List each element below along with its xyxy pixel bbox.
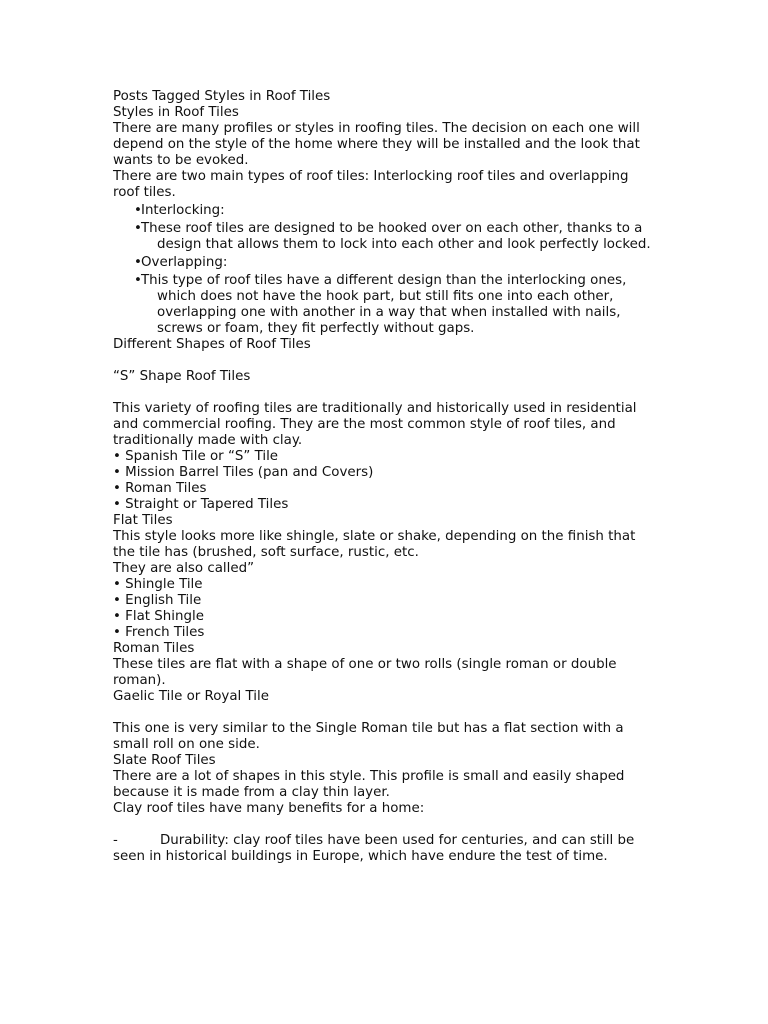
section-heading-gaelic: Gaelic Tile or Royal Tile	[113, 689, 269, 704]
list-item: • Mission Barrel Tiles (pan and Covers)	[113, 465, 374, 480]
roman-paragraph: These tiles are flat with a shape of one or two rolls (single roman or double roman).	[113, 657, 617, 688]
list-item-text: Durability: clay roof tiles have been used for centuries, and can still be seen in historical buildings in Europe, which have endure the test of time.	[113, 833, 635, 864]
bullet-icon: •	[134, 203, 142, 218]
bullet-icon: •	[134, 273, 142, 288]
list-item	[134, 203, 658, 219]
list-item: • Flat Shingle	[113, 609, 204, 624]
section-heading-styles: Styles in Roof Tiles	[113, 105, 239, 120]
benefits-intro: Clay roof tiles have many benefits for a home:	[113, 801, 425, 816]
intro-paragraph-2: There are two main types of roof tiles: Interlocking roof tiles and overlapping roof tiles.	[113, 169, 629, 200]
list-item: • English Tile	[113, 593, 202, 608]
s-shape-paragraph: This variety of roofing tiles are traditionally and historically used in residential and commercial roofing. They are the most common style of roof tiles, and traditionally made with clay.	[113, 401, 637, 448]
flat-paragraph: This style looks more like shingle, slate or shake, depending on the finish that the tile has (brushed, soft surface, rustic, etc.	[113, 529, 636, 560]
page-title: Posts Tagged Styles in Roof Tiles	[113, 89, 331, 104]
section-heading-shapes: Different Shapes of Roof Tiles	[113, 337, 311, 352]
list-item	[134, 255, 658, 271]
section-heading-slate: Slate Roof Tiles	[113, 753, 216, 768]
list-item	[113, 833, 658, 865]
document-body	[113, 89, 658, 865]
flat-also-called: They are also called”	[113, 561, 255, 576]
list-item-text: Overlapping:	[141, 255, 228, 270]
s-shape-list	[113, 449, 658, 513]
slate-paragraph: There are a lot of shapes in this style. This profile is small and easily shaped because it is made from a clay thin layer.	[113, 769, 625, 800]
list-item: • Shingle Tile	[113, 577, 203, 592]
dash-marker: -	[113, 833, 118, 848]
list-item-text: Interlocking:	[141, 203, 225, 218]
section-heading-s-shape: “S” Shape Roof Tiles	[113, 369, 251, 384]
bullet-icon: •	[134, 221, 142, 236]
list-item	[134, 273, 658, 337]
list-item: • Roman Tiles	[113, 481, 207, 496]
list-item: • Straight or Tapered Tiles	[113, 497, 289, 512]
list-item-text: This type of roof tiles have a different design than the interlocking ones, which does not have the hook part, but still fits one into each other, overlapping one with another in a way that when installed with nails, screws or foam, they fit perfectly without gaps.	[141, 273, 627, 336]
benefits-list	[113, 833, 658, 865]
list-item-text: These roof tiles are designed to be hooked over on each other, thanks to a design that allows them to lock into each other and look perfectly locked.	[141, 221, 651, 252]
tile-types-list	[113, 203, 658, 337]
list-item: • Spanish Tile or “S” Tile	[113, 449, 279, 464]
section-heading-roman: Roman Tiles	[113, 641, 195, 656]
intro-paragraph-1: There are many profiles or styles in roofing tiles. The decision on each one will depend on the style of the home where they will be installed and the look that wants to be evoked.	[113, 121, 640, 168]
gaelic-paragraph: This one is very similar to the Single Roman tile but has a flat section with a small roll on one side.	[113, 721, 624, 752]
bullet-icon: •	[134, 255, 142, 270]
flat-list	[113, 577, 658, 641]
list-item	[134, 221, 658, 253]
list-item: • French Tiles	[113, 625, 205, 640]
section-heading-flat: Flat Tiles	[113, 513, 173, 528]
